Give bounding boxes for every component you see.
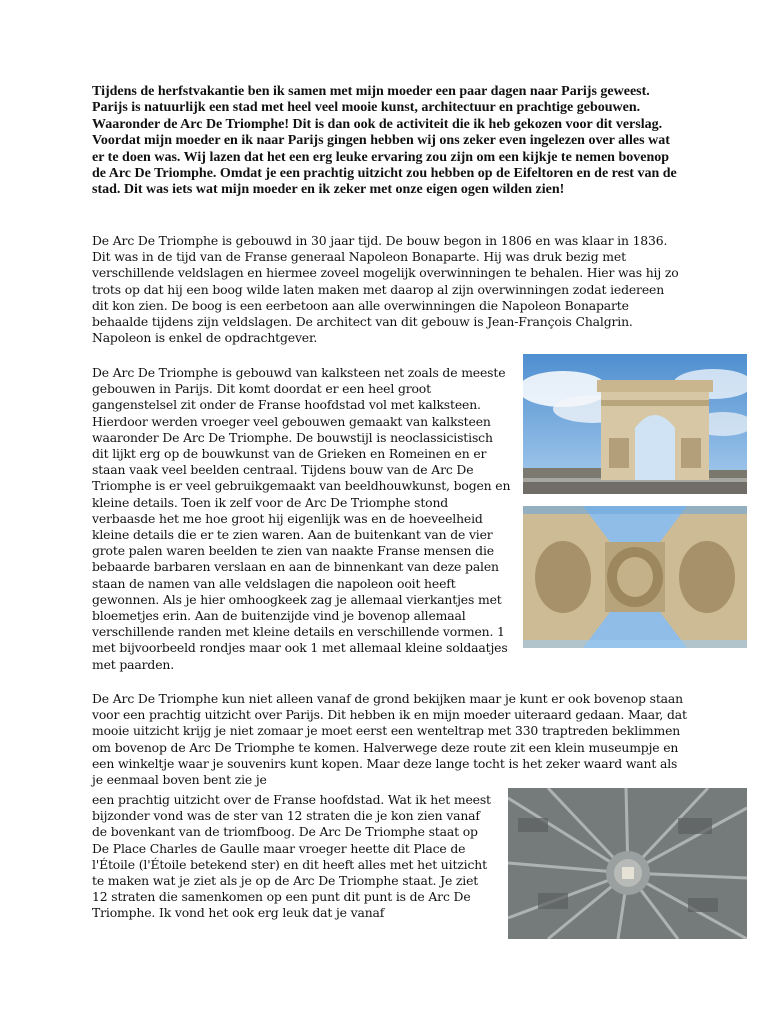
star-paragraph: een prachtig uitzicht over de Franse hoofdstad. Wat ik het meest bijzonder vond was de ster van 12 straten die je kon zien vanaf de bovenkant van de triomfboog. De Arc De Triomphe staat op De Place Charles de Gaulle maar vroeger heette dit Place de l'Étoile (l'Étoile betekend ster) en dit heeft alles met het uitzicht te maken wat je ziet als je op de Arc De Triomphe staat. Je ziet 12 straten die samenkomen op een punt dit punt is de Arc De Triomphe. Ik vond het ook erg leuk dat je vanaf	[92, 792, 491, 921]
intro-paragraph: Tijdens de herfstvakantie ben ik samen met mijn moeder een paar dagen naar Parijs geweest. Parijs is natuurlijk een stad met heel veel mooie kunst, architectuur en prachtige gebouwen. Waaronder de Arc De Triomphe! Dit is dan ook de activiteit die ik heb gekozen voor dit verslag. Voordat mijn moeder en ik naar Parijs gingen hebben wij ons zeker even ingelezen over alles wat er te doen was. Wij lazen dat het een erg leuke ervaring zou zijn om een kijkje te nemen bovenop de Arc De Triomphe. Omdat je een prachtig uitzicht zou hebben op de Eifeltoren en de rest van de stad. Dit was iets wat mijn moeder en ik zeker met onze eigen ogen wilden zien!	[92, 84, 677, 198]
view-paragraph: De Arc De Triomphe kun niet alleen vanaf de grond bekijken maar je kunt er ook bovenop staan voor een prachtig uitzicht over Parijs. Dit hebben ik en mijn moeder uiteraard gedaan. Maar, dat mooie uitzicht krijg je niet zomaar je moet eerst een wenteltrap met 330 traptreden beklimmen om bovenop de Arc De Triomphe te komen. Halverwege deze route zit een klein museumpje en een winkeltje waar je souvenirs kunt kopen. Maar deze lange tocht is het zeker waard want als je eenmaal boven bent zie je	[92, 691, 687, 788]
arc-front-photo	[523, 354, 747, 494]
aerial-star-photo	[508, 788, 747, 939]
history-paragraph: De Arc De Triomphe is gebouwd in 30 jaar tijd. De bouw begon in 1806 en was klaar in 1836. Dit was in de tijd van de Franse generaal Napoleon Bonaparte. Hij was druk bezig met verschillende veldslagen en hiermee zoveel mogelijk overwinningen te behalen. Hier was hij zo trots op dat hij een boog wilde laten maken met daarop al zijn overwinningen zodat iedereen dit kon zien. De boog is een eerbetoon aan alle overwinningen die Napoleon Bonaparte behaalde tijdens zijn veldslagen. De architect van dit gebouw is Jean-François Chalgrin. Napoleon is enkel de opdrachtgever.	[92, 233, 679, 346]
arc-underside-photo	[523, 506, 747, 648]
architecture-paragraph: De Arc De Triomphe is gebouwd van kalksteen net zoals de meeste gebouwen in Parijs. Dit komt doordat er een heel groot gangenstelsel zit onder de Franse hoofdstad vol met kalksteen. Hierdoor werden vroeger veel gebouwen gemaakt van kalksteen waaronder De Arc De Triomphe. De bouwstijl is neoclassicistisch dit lijkt erg op de bouwkunst van de Grieken en Romeinen en er staan vaak veel beelden centraal. Tijdens bouw van de Arc De Triomphe is er veel gebruikgemaakt van beeldhouwkunst, bogen en kleine details. Toen ik zelf voor de Arc De Triomphe stond verbaasde het me hoe groot hij eigenlijk was en de hoeveelheid kleine details die er te zien waren. Aan de buitenkant van de vier grote palen waren beelden te zien van naakte Franse mensen die bebaarde barbaren verslaan en aan de binnenkant van deze palen staan de namen van alle veldslagen die napoleon ooit heeft gewonnen. Als je hier omhoogkeek zag je allemaal vierkantjes met bloemetjes erin. Aan de buitenzijde vind je bovenop allemaal verschillende randen met kleine details en verschillende vormen. 1 met bijvoorbeeld rondjes maar ook 1 met allemaal kleine soldaatjes met paarden.	[92, 365, 511, 672]
